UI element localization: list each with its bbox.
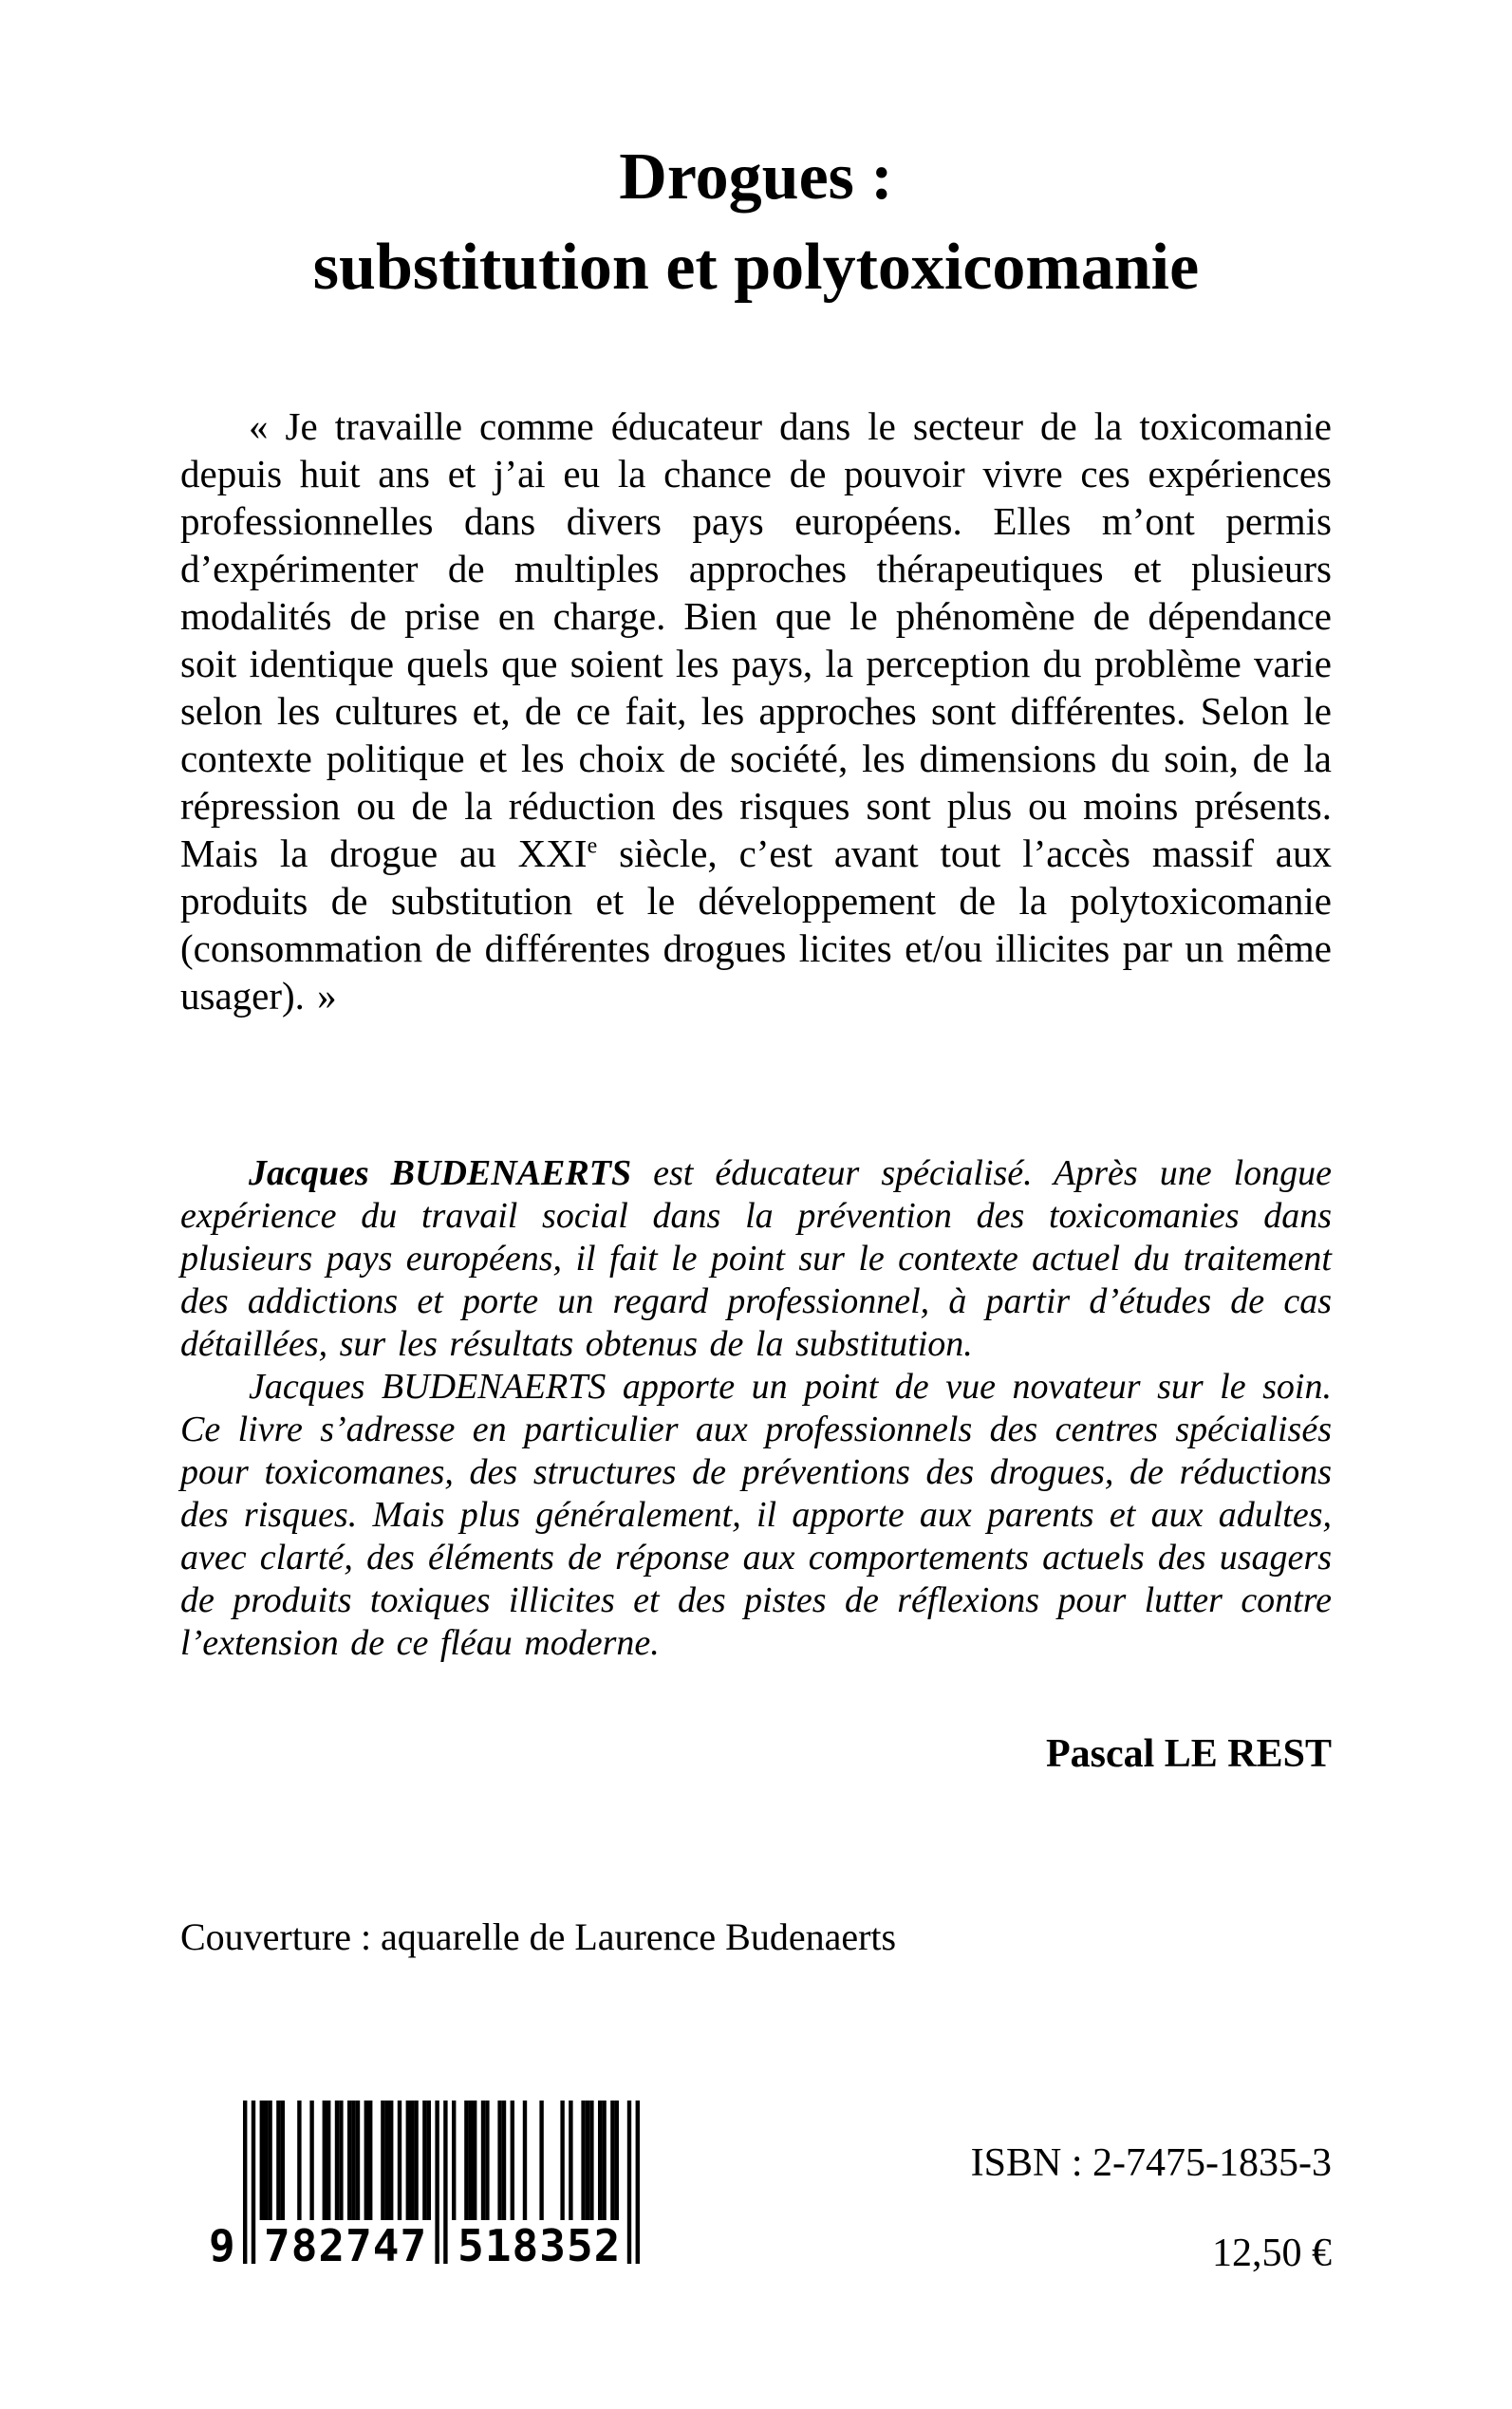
barcode-digit-first: 9 [209,2220,236,2271]
isbn-number: ISBN : 2-7475-1835-3 [970,2141,1332,2185]
author-bio [180,1152,1332,1665]
signature: Pascal LE REST [1045,1732,1332,1776]
book-title [180,133,1332,312]
title-line-2: substitution et polytoxicomanie [312,230,1200,304]
price: 12,50 € [1212,2231,1332,2275]
bio-paragraph-2: Jacques BUDENAERTS apporte un point de vue novateur sur le soin. Ce livre s’adresse en particulier aux professionnels des centres spécialisés pour toxicomanes, des structures de préventions des drogues, de réductions des risques. Mais plus généralement, il apporte aux parents et aux adultes, avec clarté, des éléments de réponse aux comportements actuels des usagers de produits toxiques illicites et des pistes de réflexions pour lutter contre l’extension de ce fléau moderne. [180,1367,1332,1663]
cover-credit: Couverture : aquarelle de Laurence Budenaerts [180,1915,897,1958]
bio-paragraph-1-text: est éducateur spécialisé. Après une longue expérience du travail social dans la prévention des toxicomanies dans plusieurs pays européens, il fait le point sur le contexte actuel du traitement des addictions et porte un regard professionnel, à partir d’études de cas détaillées, sur les résultats obtenus de la substitution. [180,1153,1333,1364]
isbn-block [971,2138,1332,2305]
title-line-1: Drogues : [619,140,893,214]
century-superscript: e [587,833,598,859]
bio-paragraph-1 [180,1152,1332,1366]
barcode-digits [209,2220,626,2271]
barcode-digit-group-2: 518352 [452,2220,626,2271]
back-cover-quote [180,402,1332,1019]
quote-text-part2: siècle, c’est avant tout l’accès massif aux produits de substitution et le développement de la polytoxicomanie (consommation de différentes drogues licites et/ou illicites par un même usager). » [180,831,1332,1018]
barcode [209,2101,641,2305]
barcode-digit-group-1: 782747 [258,2220,433,2271]
quote-text-part1: « Je travaille comme éducateur dans le secteur de la toxicomanie depuis huit ans et j’ai eu la chance de pouvoir vivre ces expériences professionnelles dans divers pays européens. Elles m’ont permis d’expérimenter de multiples approches thérapeutiques et plusieurs modalités de prise en charge. Bien que le phénomène de dépendance soit identique quels que soient les pays, la perception du problème varie selon les cultures et, de ce fait, les approches sont différentes. Selon le contexte politique et les choix de société, les dimensions du soin, de la répression ou de la réduction des risques sont plus ou moins présents. Mais la drogue au XXI [180,404,1332,875]
author-name: Jacques BUDENAERTS [249,1153,632,1193]
bottom-row [180,2101,1332,2305]
